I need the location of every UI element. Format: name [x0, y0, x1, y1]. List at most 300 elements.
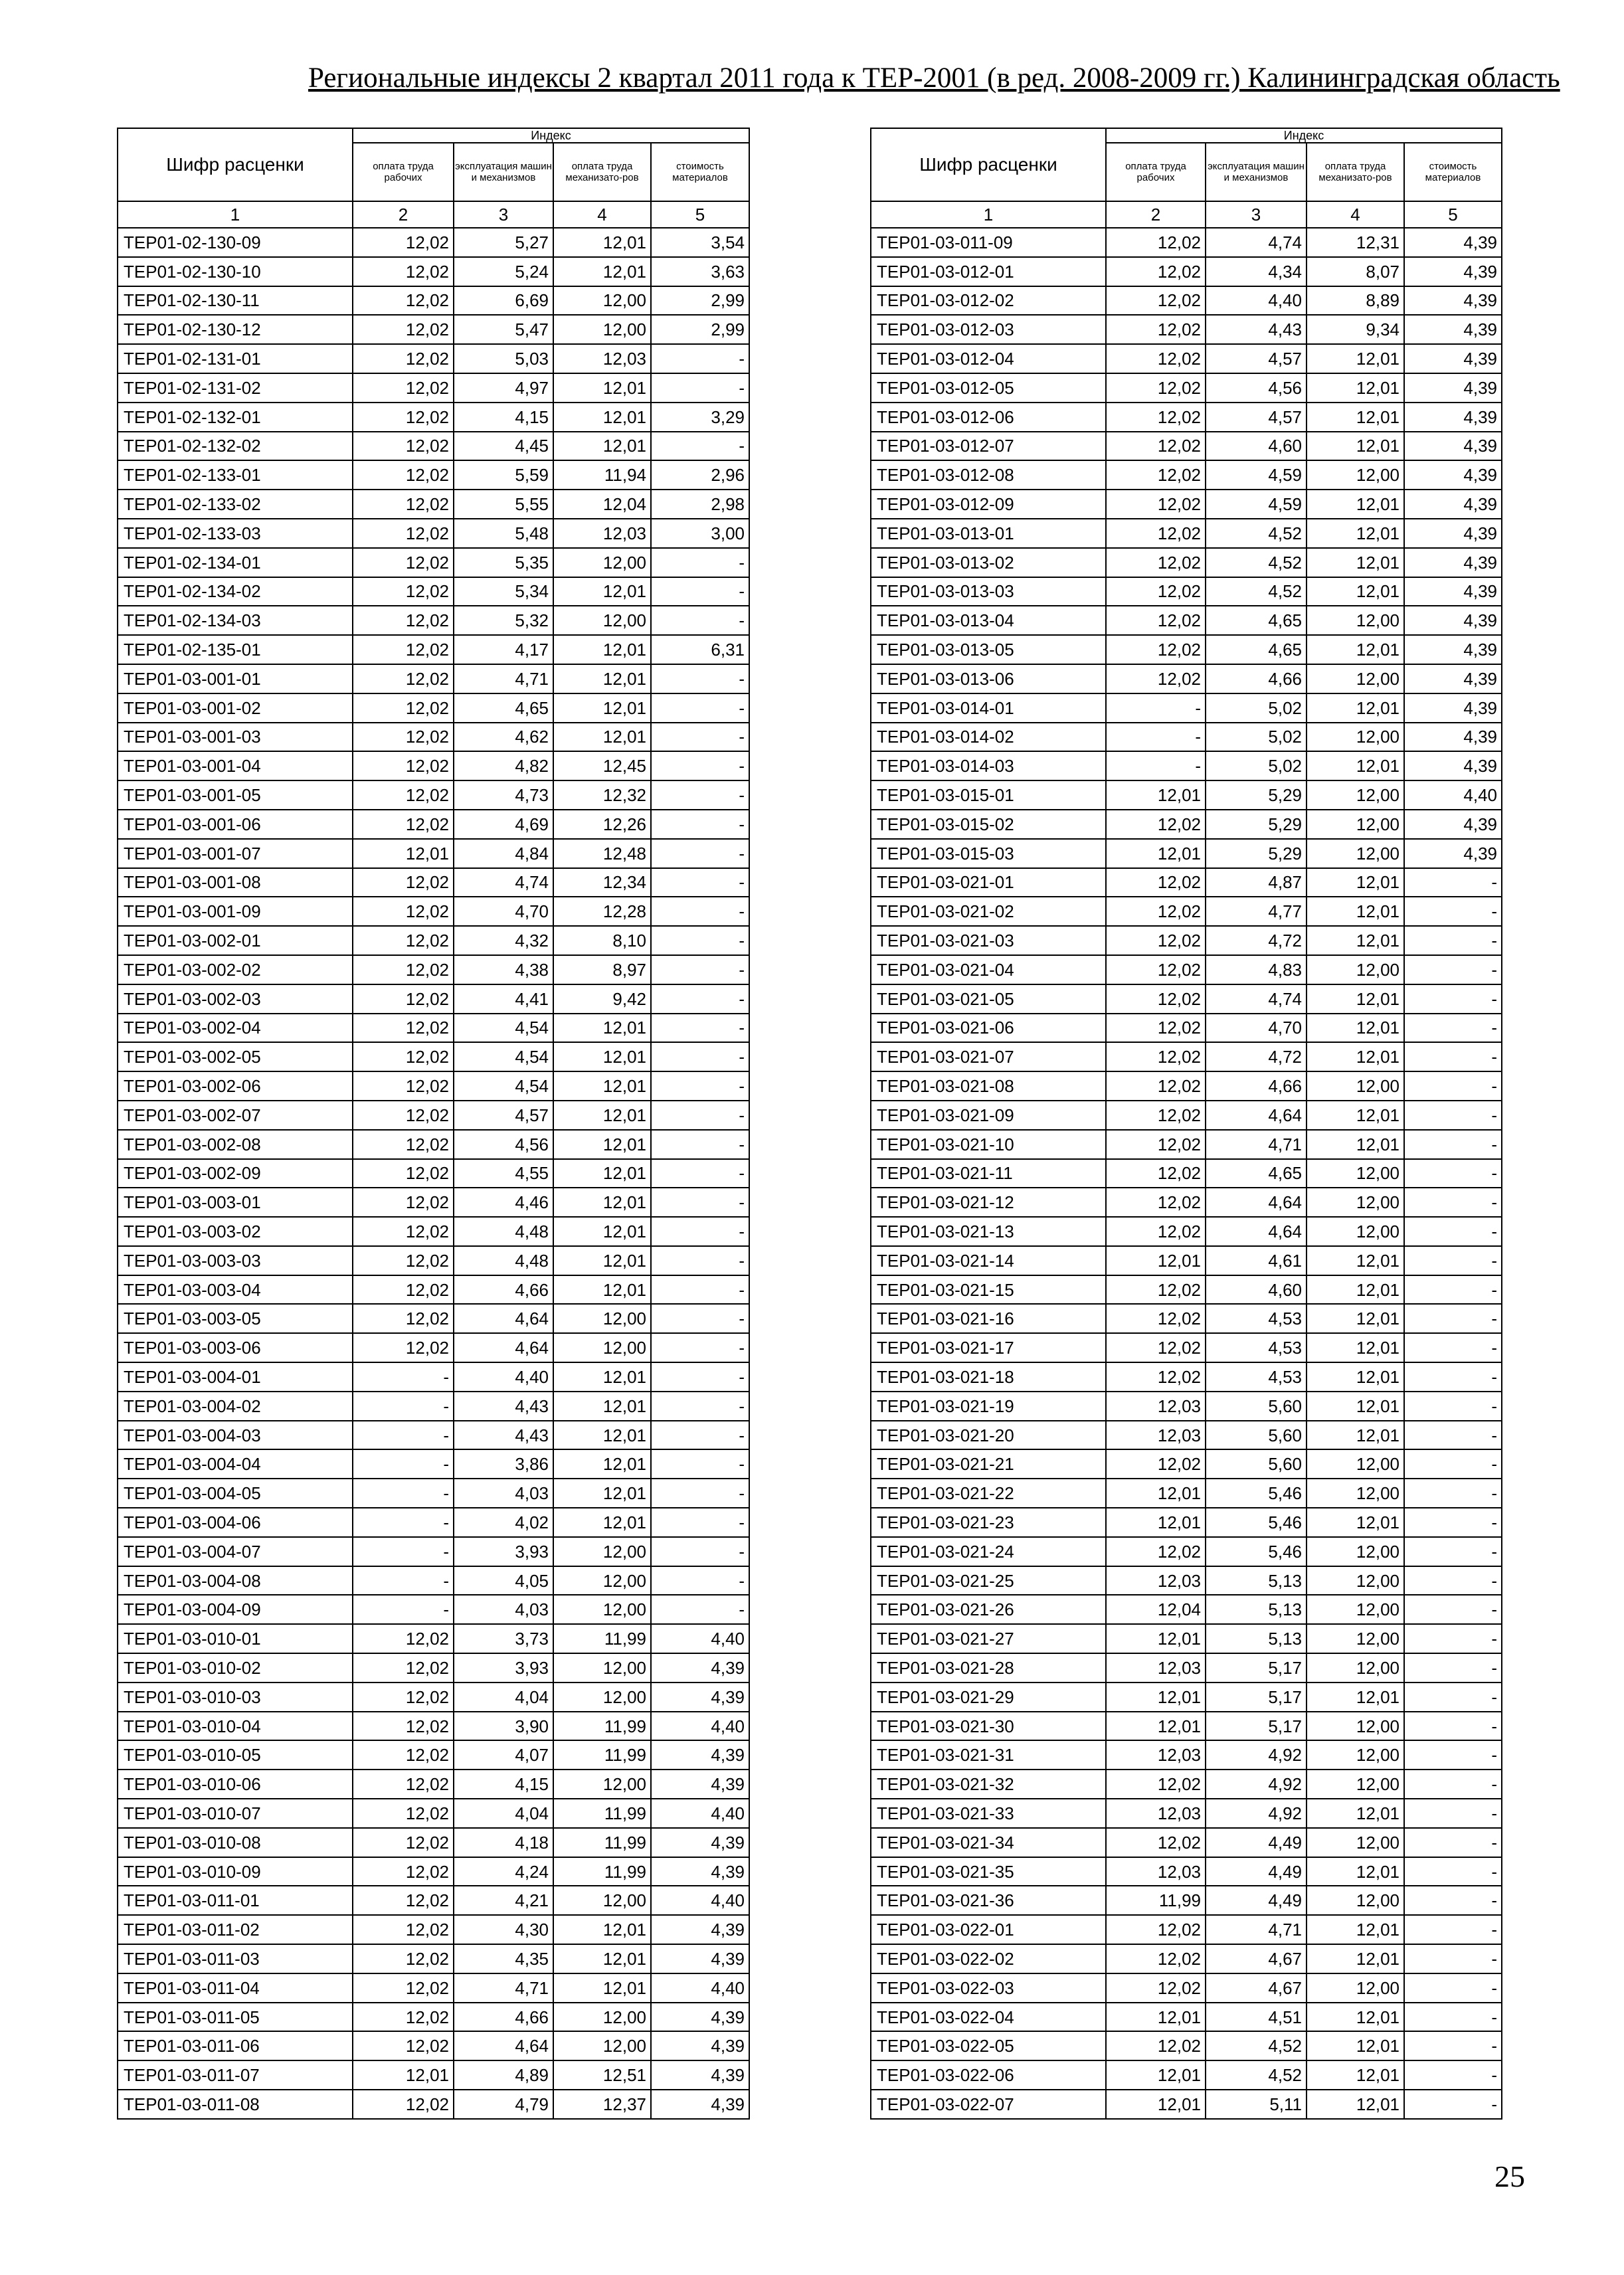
table-header: [118, 128, 749, 228]
machine-operation-cell: 4,43: [454, 1421, 553, 1450]
rate-code-cell: ТЕР01-02-134-03: [118, 606, 353, 635]
machine-operation-cell: 4,65: [1206, 1159, 1307, 1188]
rate-code-cell: ТЕР01-03-021-15: [871, 1275, 1106, 1305]
table-row: [871, 228, 1502, 257]
operator-pay-cell: 12,01: [553, 1159, 651, 1188]
table-body-left: [118, 228, 749, 2119]
machine-operation-cell: 4,35: [454, 1944, 553, 1973]
table-row: [871, 1624, 1502, 1653]
labor-pay-cell: 12,02: [353, 868, 454, 897]
table-row: [871, 577, 1502, 606]
labor-pay-cell: 12,02: [353, 780, 454, 810]
operator-pay-cell: 12,01: [1307, 373, 1404, 403]
rate-code-cell: ТЕР01-03-021-30: [871, 1712, 1106, 1741]
labor-pay-cell: 12,02: [353, 635, 454, 664]
materials-cost-cell: -: [651, 1101, 749, 1130]
machine-operation-cell: 5,60: [1206, 1392, 1307, 1421]
materials-cost-cell: -: [1404, 1566, 1502, 1595]
rate-code-cell: ТЕР01-03-014-01: [871, 693, 1106, 723]
operator-pay-cell: 12,01: [1307, 1130, 1404, 1159]
materials-cost-cell: 3,29: [651, 403, 749, 432]
machine-operation-cell: 4,56: [454, 1130, 553, 1159]
table-row: [118, 1624, 749, 1653]
labor-pay-cell: 12,01: [353, 2060, 454, 2090]
operator-pay-cell: 12,00: [1307, 1740, 1404, 1770]
materials-cost-cell: 4,39: [651, 1653, 749, 1683]
rate-code-cell: ТЕР01-03-021-36: [871, 1886, 1106, 1915]
header-code: Шифр расценки: [118, 128, 353, 201]
table-row: [118, 1421, 749, 1450]
rate-code-cell: ТЕР01-03-013-01: [871, 519, 1106, 548]
rate-code-cell: ТЕР01-03-013-05: [871, 635, 1106, 664]
table-row: [118, 344, 749, 373]
rate-code-cell: ТЕР01-03-021-28: [871, 1653, 1106, 1683]
table-row: [118, 926, 749, 955]
table-row: [118, 373, 749, 403]
table-row: [871, 897, 1502, 926]
rate-code-cell: ТЕР01-03-012-01: [871, 257, 1106, 286]
rate-code-cell: ТЕР01-03-015-03: [871, 839, 1106, 868]
materials-cost-cell: 4,39: [651, 1944, 749, 1973]
labor-pay-cell: 12,03: [1106, 1421, 1206, 1450]
table-row: [871, 1421, 1502, 1450]
machine-operation-cell: 5,34: [454, 577, 553, 606]
labor-pay-cell: 12,02: [353, 577, 454, 606]
table-row: [871, 1683, 1502, 1712]
table-row: [871, 1449, 1502, 1479]
labor-pay-cell: 12,03: [1106, 1799, 1206, 1828]
rate-code-cell: ТЕР01-03-002-08: [118, 1130, 353, 1159]
machine-operation-cell: 4,66: [454, 1275, 553, 1305]
operator-pay-cell: 12,00: [553, 315, 651, 344]
operator-pay-cell: 12,01: [1307, 751, 1404, 780]
materials-cost-cell: -: [651, 664, 749, 693]
rate-code-cell: ТЕР01-03-021-27: [871, 1624, 1106, 1653]
operator-pay-cell: 12,00: [553, 1566, 651, 1595]
rate-code-cell: ТЕР01-03-003-06: [118, 1333, 353, 1362]
machine-operation-cell: 4,49: [1206, 1828, 1307, 1857]
labor-pay-cell: 12,02: [1106, 1042, 1206, 1071]
machine-operation-cell: 4,72: [1206, 926, 1307, 955]
header-materials-cost: стоимость материалов: [1404, 143, 1502, 201]
table-row: [871, 1042, 1502, 1071]
labor-pay-cell: 12,02: [353, 228, 454, 257]
table-row: [871, 1392, 1502, 1421]
table-row: [871, 1770, 1502, 1799]
operator-pay-cell: 12,00: [1307, 1973, 1404, 2003]
labor-pay-cell: 12,02: [1106, 257, 1206, 286]
table-row: [118, 1479, 749, 1508]
operator-pay-cell: 12,00: [553, 606, 651, 635]
materials-cost-cell: -: [651, 1333, 749, 1362]
labor-pay-cell: -: [1106, 751, 1206, 780]
rate-code-cell: ТЕР01-03-010-06: [118, 1770, 353, 1799]
labor-pay-cell: -: [353, 1449, 454, 1479]
operator-pay-cell: 12,00: [1307, 780, 1404, 810]
materials-cost-cell: -: [651, 548, 749, 577]
labor-pay-cell: 12,02: [1106, 286, 1206, 316]
labor-pay-cell: 12,02: [1106, 810, 1206, 839]
machine-operation-cell: 4,53: [1206, 1333, 1307, 1362]
machine-operation-cell: 5,27: [454, 228, 553, 257]
materials-cost-cell: 4,39: [1404, 344, 1502, 373]
rate-code-cell: ТЕР01-03-021-33: [871, 1799, 1106, 1828]
rate-code-cell: ТЕР01-03-021-26: [871, 1595, 1106, 1624]
table-row: [118, 2003, 749, 2032]
machine-operation-cell: 4,66: [1206, 664, 1307, 693]
labor-pay-cell: 12,02: [1106, 228, 1206, 257]
materials-cost-cell: -: [651, 1217, 749, 1246]
machine-operation-cell: 4,56: [1206, 373, 1307, 403]
labor-pay-cell: 12,03: [1106, 1566, 1206, 1595]
labor-pay-cell: 12,02: [353, 373, 454, 403]
labor-pay-cell: 12,01: [1106, 1246, 1206, 1275]
table-row: [871, 723, 1502, 752]
header-operator-pay: оплата труда механизато-ров: [1307, 143, 1404, 201]
rate-code-cell: ТЕР01-03-011-01: [118, 1886, 353, 1915]
materials-cost-cell: -: [1404, 1130, 1502, 1159]
machine-operation-cell: 5,46: [1206, 1479, 1307, 1508]
rate-code-cell: ТЕР01-03-021-17: [871, 1333, 1106, 1362]
labor-pay-cell: -: [353, 1392, 454, 1421]
table-row: [871, 2031, 1502, 2060]
materials-cost-cell: -: [1404, 1421, 1502, 1450]
labor-pay-cell: 12,02: [353, 897, 454, 926]
operator-pay-cell: 12,01: [553, 373, 651, 403]
materials-cost-cell: 4,39: [1404, 460, 1502, 490]
materials-cost-cell: -: [651, 955, 749, 984]
operator-pay-cell: 12,01: [553, 1479, 651, 1508]
materials-cost-cell: -: [651, 1130, 749, 1159]
machine-operation-cell: 4,71: [454, 1973, 553, 2003]
machine-operation-cell: 3,93: [454, 1537, 553, 1566]
operator-pay-cell: 12,00: [1307, 1653, 1404, 1683]
labor-pay-cell: 12,01: [1106, 839, 1206, 868]
materials-cost-cell: -: [651, 984, 749, 1014]
labor-pay-cell: 12,02: [1106, 2031, 1206, 2060]
labor-pay-cell: 12,02: [353, 2031, 454, 2060]
labor-pay-cell: 12,01: [1106, 1479, 1206, 1508]
materials-cost-cell: 4,40: [651, 1886, 749, 1915]
operator-pay-cell: 12,00: [553, 1886, 651, 1915]
rate-code-cell: ТЕР01-02-134-02: [118, 577, 353, 606]
rate-code-cell: ТЕР01-03-021-22: [871, 1479, 1106, 1508]
rate-code-cell: ТЕР01-03-011-05: [118, 2003, 353, 2032]
materials-cost-cell: -: [651, 1479, 749, 1508]
table-row: [118, 1944, 749, 1973]
table-row: [118, 955, 749, 984]
table-row: [871, 344, 1502, 373]
labor-pay-cell: 12,02: [353, 1770, 454, 1799]
materials-cost-cell: -: [1404, 984, 1502, 1014]
operator-pay-cell: 12,00: [553, 2031, 651, 2060]
operator-pay-cell: 12,01: [1307, 490, 1404, 519]
rate-code-cell: ТЕР01-03-021-05: [871, 984, 1106, 1014]
materials-cost-cell: 4,40: [651, 1799, 749, 1828]
operator-pay-cell: 12,01: [1307, 693, 1404, 723]
machine-operation-cell: 5,47: [454, 315, 553, 344]
table-body-right: [871, 228, 1502, 2119]
labor-pay-cell: 12,02: [1106, 1275, 1206, 1305]
rate-code-cell: ТЕР01-03-011-02: [118, 1915, 353, 1944]
table-row: [118, 1130, 749, 1159]
operator-pay-cell: 12,00: [553, 1683, 651, 1712]
labor-pay-cell: 12,02: [353, 1014, 454, 1043]
rate-code-cell: ТЕР01-03-004-07: [118, 1537, 353, 1566]
table-row: [118, 2031, 749, 2060]
table-row: [118, 1566, 749, 1595]
table-row: [118, 1857, 749, 1886]
machine-operation-cell: 4,34: [1206, 257, 1307, 286]
table-row: [118, 751, 749, 780]
materials-cost-cell: -: [651, 1362, 749, 1392]
labor-pay-cell: -: [353, 1508, 454, 1537]
rate-code-cell: ТЕР01-03-021-08: [871, 1071, 1106, 1101]
machine-operation-cell: 4,30: [454, 1915, 553, 1944]
rate-code-cell: ТЕР01-03-013-04: [871, 606, 1106, 635]
operator-pay-cell: 12,01: [553, 257, 651, 286]
machine-operation-cell: 4,41: [454, 984, 553, 1014]
rate-code-cell: ТЕР01-03-003-01: [118, 1188, 353, 1217]
operator-pay-cell: 12,00: [553, 548, 651, 577]
operator-pay-cell: 11,99: [553, 1857, 651, 1886]
table-row: [871, 1188, 1502, 1217]
labor-pay-cell: 12,02: [1106, 1014, 1206, 1043]
operator-pay-cell: 12,01: [553, 664, 651, 693]
labor-pay-cell: 12,02: [1106, 1828, 1206, 1857]
machine-operation-cell: 4,70: [1206, 1014, 1307, 1043]
machine-operation-cell: 4,51: [1206, 2003, 1307, 2032]
operator-pay-cell: 12,51: [553, 2060, 651, 2090]
operator-pay-cell: 12,00: [1307, 1595, 1404, 1624]
machine-operation-cell: 4,54: [454, 1071, 553, 1101]
table-row: [118, 1304, 749, 1333]
operator-pay-cell: 9,42: [553, 984, 651, 1014]
machine-operation-cell: 3,90: [454, 1712, 553, 1741]
header-machine-operation: эксплуатация машин и механизмов: [1206, 143, 1307, 201]
materials-cost-cell: -: [651, 1159, 749, 1188]
table-row: [871, 1915, 1502, 1944]
operator-pay-cell: 12,01: [1307, 1421, 1404, 1450]
labor-pay-cell: 12,02: [353, 693, 454, 723]
materials-cost-cell: 2,99: [651, 315, 749, 344]
table-row: [871, 1246, 1502, 1275]
machine-operation-cell: 4,79: [454, 2090, 553, 2119]
operator-pay-cell: 12,01: [1307, 519, 1404, 548]
rate-code-cell: ТЕР01-03-004-03: [118, 1421, 353, 1450]
materials-cost-cell: 2,96: [651, 460, 749, 490]
materials-cost-cell: 4,39: [1404, 577, 1502, 606]
materials-cost-cell: 4,39: [1404, 635, 1502, 664]
table-row: [871, 839, 1502, 868]
labor-pay-cell: 12,02: [1106, 635, 1206, 664]
operator-pay-cell: 12,00: [553, 2003, 651, 2032]
operator-pay-cell: 11,99: [553, 1828, 651, 1857]
rate-code-cell: ТЕР01-02-130-11: [118, 286, 353, 316]
column-number: 2: [1106, 201, 1206, 228]
materials-cost-cell: 4,39: [1404, 548, 1502, 577]
rate-code-cell: ТЕР01-03-021-07: [871, 1042, 1106, 1071]
table-row: [871, 2090, 1502, 2119]
materials-cost-cell: 4,39: [1404, 606, 1502, 635]
machine-operation-cell: 4,60: [1206, 1275, 1307, 1305]
operator-pay-cell: 12,32: [553, 780, 651, 810]
rate-code-cell: ТЕР01-03-021-12: [871, 1188, 1106, 1217]
operator-pay-cell: 12,45: [553, 751, 651, 780]
labor-pay-cell: 12,02: [353, 519, 454, 548]
operator-pay-cell: 12,01: [553, 1130, 651, 1159]
header-index-group: Индекс: [353, 128, 749, 143]
table-row: [871, 490, 1502, 519]
labor-pay-cell: 12,02: [1106, 490, 1206, 519]
column-number: 4: [553, 201, 651, 228]
materials-cost-cell: 4,39: [651, 2031, 749, 2060]
operator-pay-cell: 12,01: [553, 1449, 651, 1479]
operator-pay-cell: 12,34: [553, 868, 651, 897]
column-number: 1: [871, 201, 1106, 228]
table-row: [871, 984, 1502, 1014]
labor-pay-cell: 12,02: [353, 1683, 454, 1712]
labor-pay-cell: 12,02: [353, 926, 454, 955]
labor-pay-cell: 12,02: [353, 460, 454, 490]
table-row: [118, 1188, 749, 1217]
table-row: [871, 315, 1502, 344]
machine-operation-cell: 4,66: [454, 2003, 553, 2032]
operator-pay-cell: 12,00: [1307, 1828, 1404, 1857]
table-row: [871, 926, 1502, 955]
machine-operation-cell: 4,57: [1206, 403, 1307, 432]
labor-pay-cell: 12,02: [1106, 1101, 1206, 1130]
materials-cost-cell: -: [1404, 1479, 1502, 1508]
table-row: [871, 1973, 1502, 2003]
materials-cost-cell: -: [1404, 1537, 1502, 1566]
table-row: [118, 1973, 749, 2003]
labor-pay-cell: 12,02: [1106, 432, 1206, 461]
operator-pay-cell: 12,01: [553, 635, 651, 664]
machine-operation-cell: 5,17: [1206, 1653, 1307, 1683]
machine-operation-cell: 4,15: [454, 403, 553, 432]
machine-operation-cell: 4,52: [1206, 519, 1307, 548]
labor-pay-cell: 12,02: [353, 1624, 454, 1653]
labor-pay-cell: 12,02: [353, 286, 454, 316]
materials-cost-cell: -: [651, 432, 749, 461]
rate-code-cell: ТЕР01-03-001-02: [118, 693, 353, 723]
materials-cost-cell: -: [1404, 1828, 1502, 1857]
operator-pay-cell: 12,01: [1307, 403, 1404, 432]
operator-pay-cell: 8,07: [1307, 257, 1404, 286]
labor-pay-cell: 12,02: [1106, 926, 1206, 955]
table-row: [118, 1362, 749, 1392]
table-row: [871, 1479, 1502, 1508]
labor-pay-cell: 12,02: [353, 664, 454, 693]
index-table-right: [870, 128, 1502, 2120]
operator-pay-cell: 12,01: [553, 1362, 651, 1392]
machine-operation-cell: 5,60: [1206, 1449, 1307, 1479]
rate-code-cell: ТЕР01-03-002-03: [118, 984, 353, 1014]
table-row: [871, 373, 1502, 403]
labor-pay-cell: 12,03: [1106, 1740, 1206, 1770]
operator-pay-cell: 12,01: [1307, 1944, 1404, 1973]
operator-pay-cell: 12,00: [1307, 664, 1404, 693]
table-row: [118, 1712, 749, 1741]
table-row: [118, 315, 749, 344]
rate-code-cell: ТЕР01-03-022-04: [871, 2003, 1106, 2032]
labor-pay-cell: 12,02: [353, 1653, 454, 1683]
machine-operation-cell: 4,69: [454, 810, 553, 839]
rate-code-cell: ТЕР01-03-003-05: [118, 1304, 353, 1333]
materials-cost-cell: 4,40: [651, 1712, 749, 1741]
machine-operation-cell: 5,46: [1206, 1508, 1307, 1537]
table-row: [871, 1101, 1502, 1130]
machine-operation-cell: 5,55: [454, 490, 553, 519]
table-row: [118, 1392, 749, 1421]
materials-cost-cell: 6,31: [651, 635, 749, 664]
operator-pay-cell: 12,00: [553, 1595, 651, 1624]
materials-cost-cell: -: [1404, 1217, 1502, 1246]
rate-code-cell: ТЕР01-03-021-16: [871, 1304, 1106, 1333]
materials-cost-cell: 4,40: [651, 1973, 749, 2003]
machine-operation-cell: 4,43: [454, 1392, 553, 1421]
rate-code-cell: ТЕР01-03-013-03: [871, 577, 1106, 606]
labor-pay-cell: 12,02: [353, 1740, 454, 1770]
operator-pay-cell: 12,01: [553, 577, 651, 606]
table-row: [118, 1653, 749, 1683]
operator-pay-cell: 12,01: [553, 1508, 651, 1537]
labor-pay-cell: 12,02: [1106, 1362, 1206, 1392]
machine-operation-cell: 4,40: [454, 1362, 553, 1392]
labor-pay-cell: 12,03: [1106, 1392, 1206, 1421]
table-row: [871, 1653, 1502, 1683]
materials-cost-cell: 4,39: [1404, 403, 1502, 432]
rate-code-cell: ТЕР01-03-022-02: [871, 1944, 1106, 1973]
labor-pay-cell: 12,02: [1106, 1449, 1206, 1479]
materials-cost-cell: -: [651, 1042, 749, 1071]
operator-pay-cell: 11,94: [553, 460, 651, 490]
materials-cost-cell: 4,39: [1404, 257, 1502, 286]
materials-cost-cell: 4,39: [1404, 519, 1502, 548]
machine-operation-cell: 4,18: [454, 1828, 553, 1857]
operator-pay-cell: 12,01: [553, 1188, 651, 1217]
labor-pay-cell: 12,02: [1106, 460, 1206, 490]
machine-operation-cell: 4,53: [1206, 1362, 1307, 1392]
machine-operation-cell: 5,60: [1206, 1421, 1307, 1450]
labor-pay-cell: 12,02: [353, 1799, 454, 1828]
materials-cost-cell: 3,54: [651, 228, 749, 257]
machine-operation-cell: 4,62: [454, 723, 553, 752]
operator-pay-cell: 12,01: [553, 723, 651, 752]
machine-operation-cell: 5,32: [454, 606, 553, 635]
operator-pay-cell: 12,00: [1307, 810, 1404, 839]
table-row: [118, 257, 749, 286]
materials-cost-cell: 4,39: [1404, 810, 1502, 839]
column-number: 1: [118, 201, 353, 228]
materials-cost-cell: -: [651, 839, 749, 868]
machine-operation-cell: 5,02: [1206, 693, 1307, 723]
rate-code-cell: ТЕР01-02-134-01: [118, 548, 353, 577]
materials-cost-cell: -: [1404, 2060, 1502, 2090]
materials-cost-cell: -: [651, 926, 749, 955]
operator-pay-cell: 12,03: [553, 344, 651, 373]
column-number: 5: [1404, 201, 1502, 228]
materials-cost-cell: -: [1404, 1362, 1502, 1392]
rate-code-cell: ТЕР01-03-021-19: [871, 1392, 1106, 1421]
labor-pay-cell: 12,02: [353, 1188, 454, 1217]
labor-pay-cell: 12,02: [353, 1857, 454, 1886]
materials-cost-cell: -: [1404, 1799, 1502, 1828]
labor-pay-cell: 12,02: [1106, 664, 1206, 693]
materials-cost-cell: 4,39: [1404, 315, 1502, 344]
operator-pay-cell: 12,01: [1307, 1508, 1404, 1537]
